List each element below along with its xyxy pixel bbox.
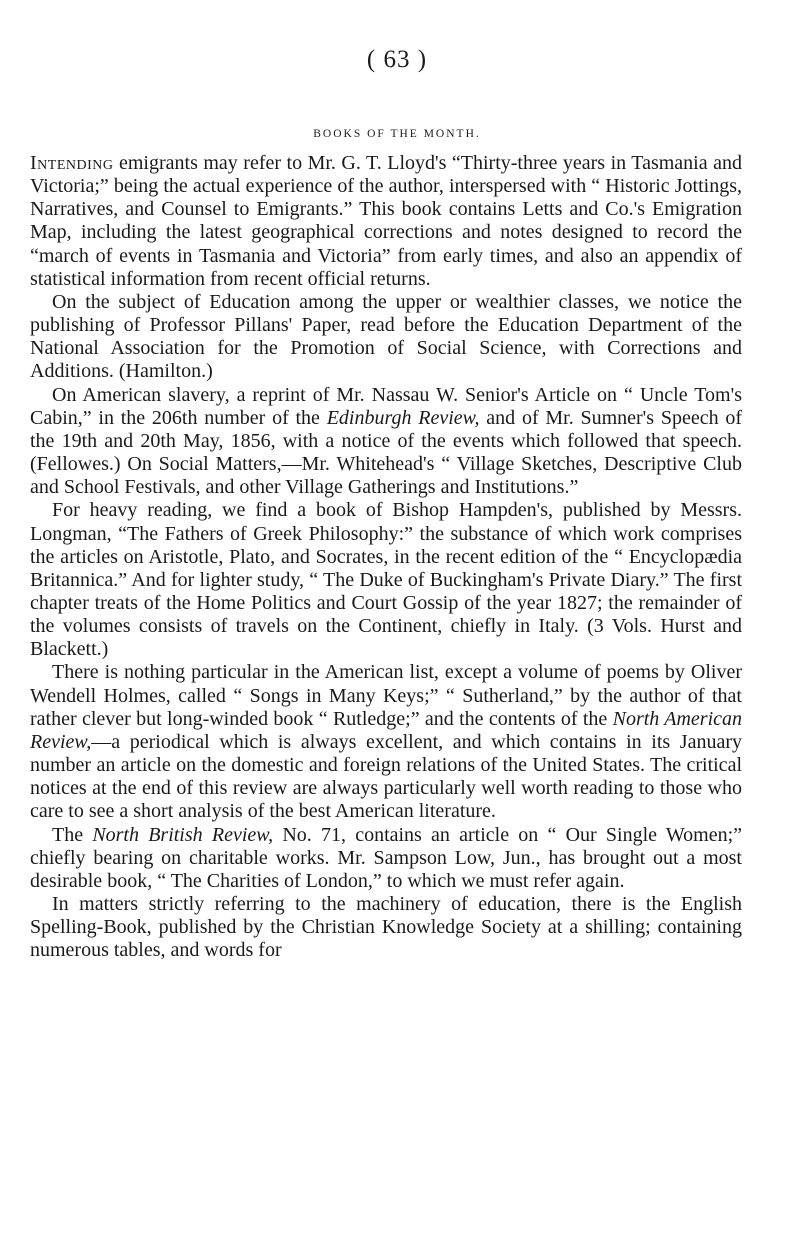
paragraph-text: The (52, 823, 93, 846)
paragraph-education (30, 291, 742, 384)
journal-title: Edinburgh Review, (326, 406, 480, 429)
paragraph-text: On American slavery, a reprint of Mr. Nassau W. Senior's Article on “ Uncle Tom's Cabin,” in the 206th number of the (30, 383, 742, 429)
paragraph-text: For heavy reading, we find a book of Bishop Hampden's, published by Messrs. Longman, “The Fathers of Greek Philosophy:” the substance of which work comprises the articles on Aristotle, Plato, and Socrates, in the recent edition of the “ Encyclopædia Britannica.” And for lighter study, “ The Duke of Buckingham's Private Diary.” The first chapter treats of the Home Politics and Court Gossip of the year 1827; the remainder of the volumes consists of travels on the Continent, chiefly in Italy. (3 Vols. Hurst and Blackett.) (30, 499, 742, 661)
article-body (30, 152, 742, 962)
page-number: ( 63 ) (366, 46, 428, 73)
section-heading: BOOKS OF THE MONTH. (313, 128, 481, 140)
paragraph-text: and of Mr. Sumner's Speech of the 19th and 20th May, 1856, with a notice of the events which followed that speech. (Fellowes.) On Social Matters,—Mr. Whitehead's “ Village Sketches, Descriptive Club and School Festivals, and other Village Gatherings and Institutions.” (30, 406, 742, 499)
paragraph-heavy-reading (30, 499, 742, 661)
paragraph-slavery (30, 384, 742, 500)
paragraph-american-list (30, 661, 742, 823)
paragraph-emigrants (30, 152, 742, 291)
paragraph-spelling-book (30, 893, 742, 962)
paragraph-text: emigrants may refer to Mr. G. T. Lloyd's “Thirty-three years in Tasmania and Victoria;” being the actual experience of the author, interspersed with “ Historic Jottings, Narratives, and Counsel to Emigrants.” This book contains Letts and Co.'s Emigration Map, including the latest geographical corrections and notes designed to record the “march of events in Tasmania and Victoria” from early times, and also an appendix of statistical information from recent official returns. (30, 152, 742, 290)
paragraph-lead-word: Intending (30, 152, 114, 174)
journal-title: North American Review, (30, 707, 743, 753)
paragraph-text: No. 71, contains an article on “ Our Single Women;” chiefly bearing on charitable works. Mr. Sampson Low, Jun., has brought out a most desirable book, “ The Charities of London,” to which we must refer again. (30, 823, 742, 892)
journal-title: North British Review, (92, 823, 274, 846)
paragraph-text: In matters strictly referring to the machinery of education, there is the English Spelling-Book, published by the Christian Knowledge Society at a shilling; containing numerous tables, and words for (30, 893, 742, 962)
paragraph-text: There is nothing particular in the American list, except a volume of poems by Oliver Wendell Holmes, called “ Songs in Many Keys;” “ Sutherland,” by the author of that rather clever but long-winded book “ Rutledge;” and the contents of the (30, 661, 742, 730)
paragraph-north-british (30, 824, 742, 893)
paragraph-text: On the subject of Education among the upper or wealthier classes, we notice the publishing of Professor Pillans' Paper, read before the Education Department of the National Association for the Promotion of Social Science, with Corrections and Additions. (Hamilton.) (30, 290, 742, 383)
paragraph-text: —a periodical which is always excellent, and which contains in its January number an article on the domestic and foreign relations of the United States. The critical notices at the end of this review are always particularly well worth reading to those who care to see a short analysis of the best American literature. (30, 730, 742, 823)
